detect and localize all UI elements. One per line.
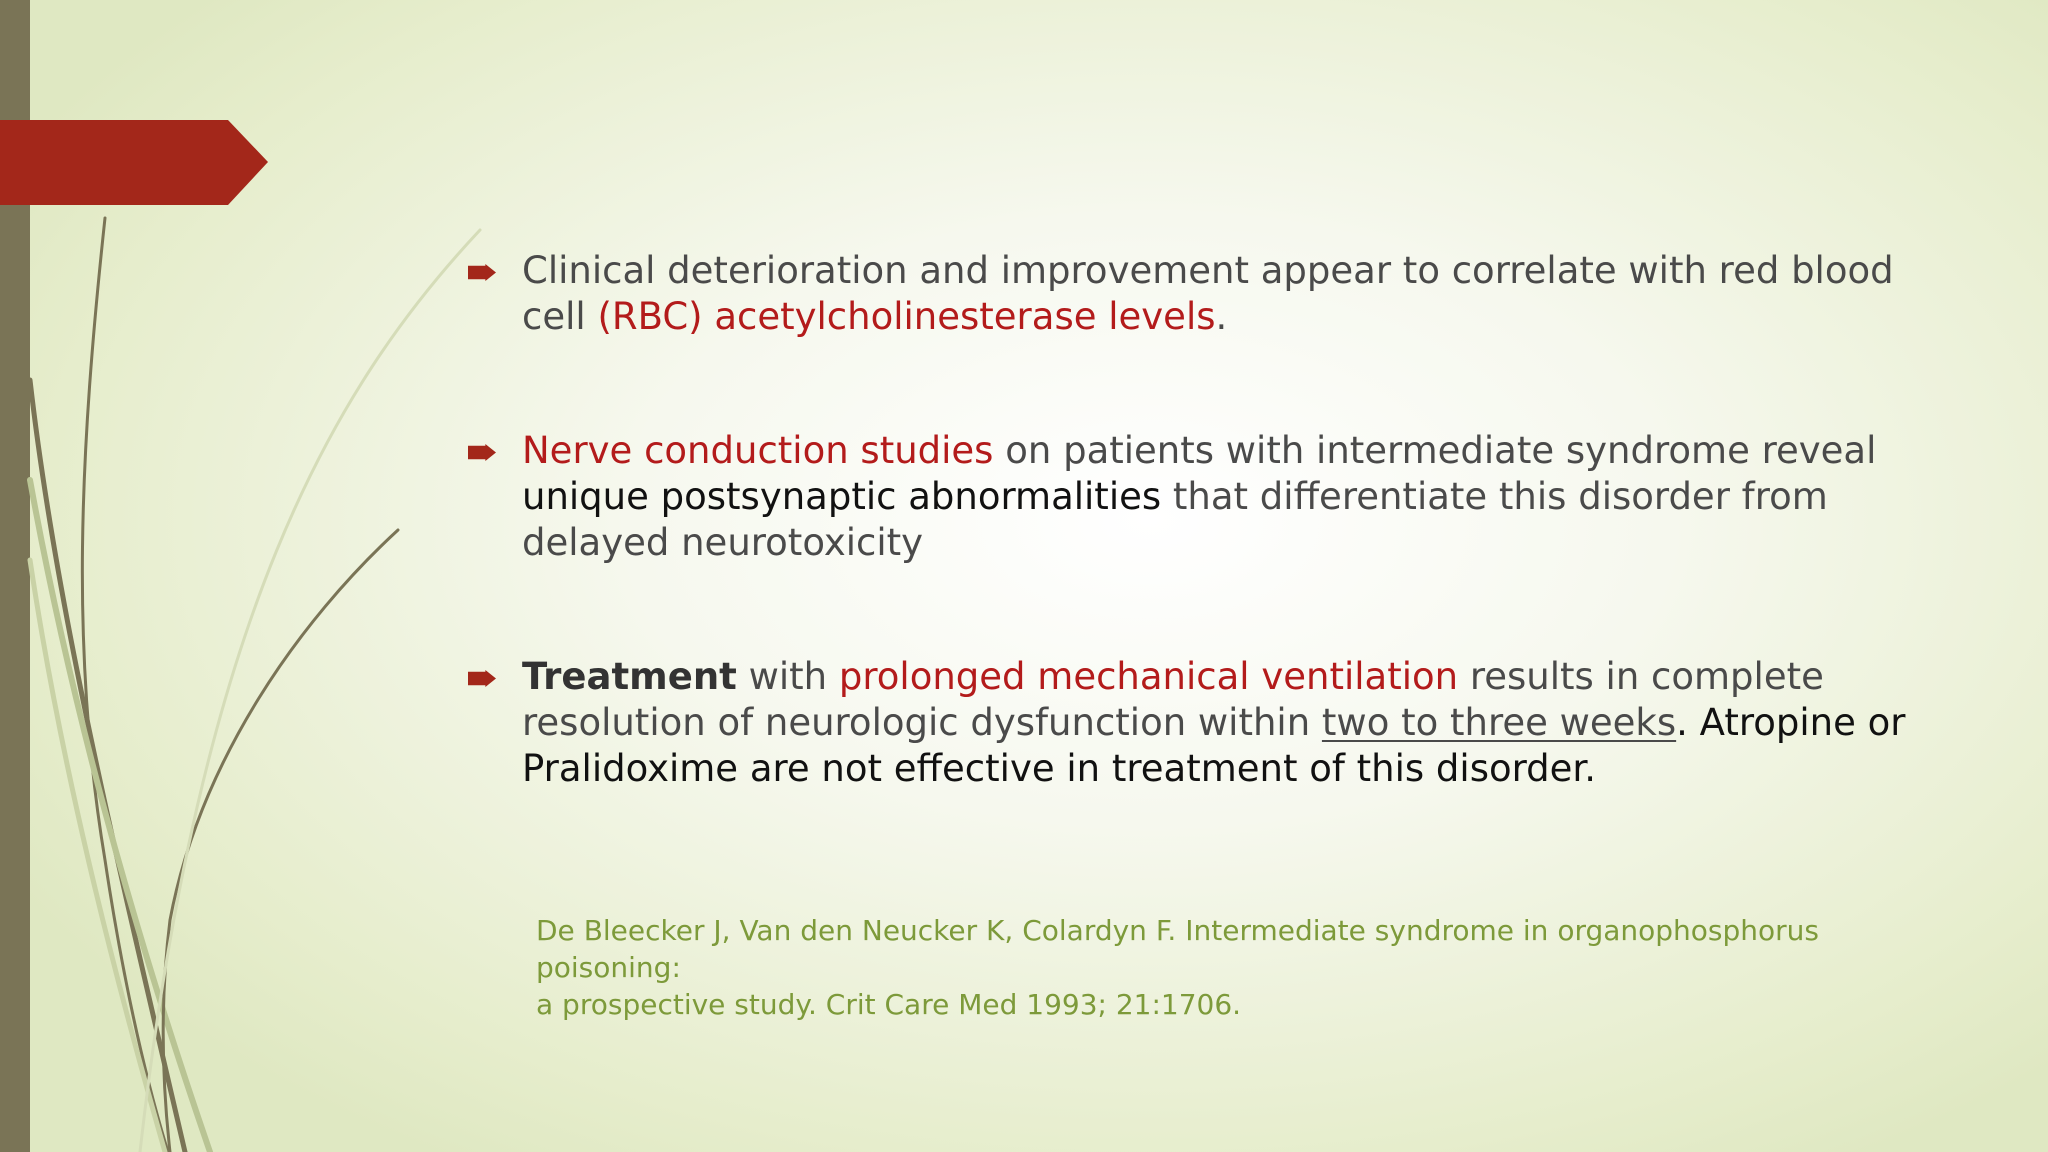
highlight-text: Nerve conduction studies	[522, 429, 994, 472]
highlight-text: prolonged mechanical ventilation	[838, 655, 1459, 698]
bullet-rbc-correlation	[468, 248, 1948, 340]
bullet-treatment	[468, 654, 1948, 792]
emphasis-text: unique postsynaptic abnormalities	[522, 475, 1162, 518]
bullet-text: with	[736, 655, 839, 698]
citation-line: a prospective study. Crit Care Med 1993; 21:1706.	[536, 988, 1242, 1021]
citation-reference	[536, 912, 1936, 1023]
bullet-text: on patients with intermediate syndrome reveal	[993, 429, 1877, 472]
bullet-text: .	[1676, 701, 1700, 744]
arrow-bullet-icon	[468, 444, 496, 461]
bullet-text: Clinical deterioration and improvement appear to correlate with red blood cell	[522, 249, 1894, 338]
highlight-text: (RBC) acetylcholinesterase levels	[597, 295, 1216, 338]
emphasis-text: Atropine or Pralidoxime are not effective in treatment of this disorder.	[522, 701, 1906, 790]
underlined-text: two to three weeks	[1321, 701, 1677, 744]
left-sidebar-bar	[0, 0, 30, 1152]
bullet-text: that differentiate this disorder from delayed neurotoxicity	[522, 475, 1828, 564]
bold-text: Treatment	[522, 655, 737, 698]
slide-content	[468, 248, 1948, 792]
bullet-text: .	[1215, 295, 1228, 338]
bullet-text: results in complete resolution of neurologic dysfunction within	[522, 655, 1824, 744]
bullet-nerve-conduction	[468, 428, 1948, 566]
arrow-bullet-icon	[468, 264, 496, 281]
arrow-bullet-icon	[468, 670, 496, 687]
citation-line: De Bleecker J, Van den Neucker K, Colardyn F. Intermediate syndrome in organophosphorus poisoning:	[536, 914, 1820, 984]
